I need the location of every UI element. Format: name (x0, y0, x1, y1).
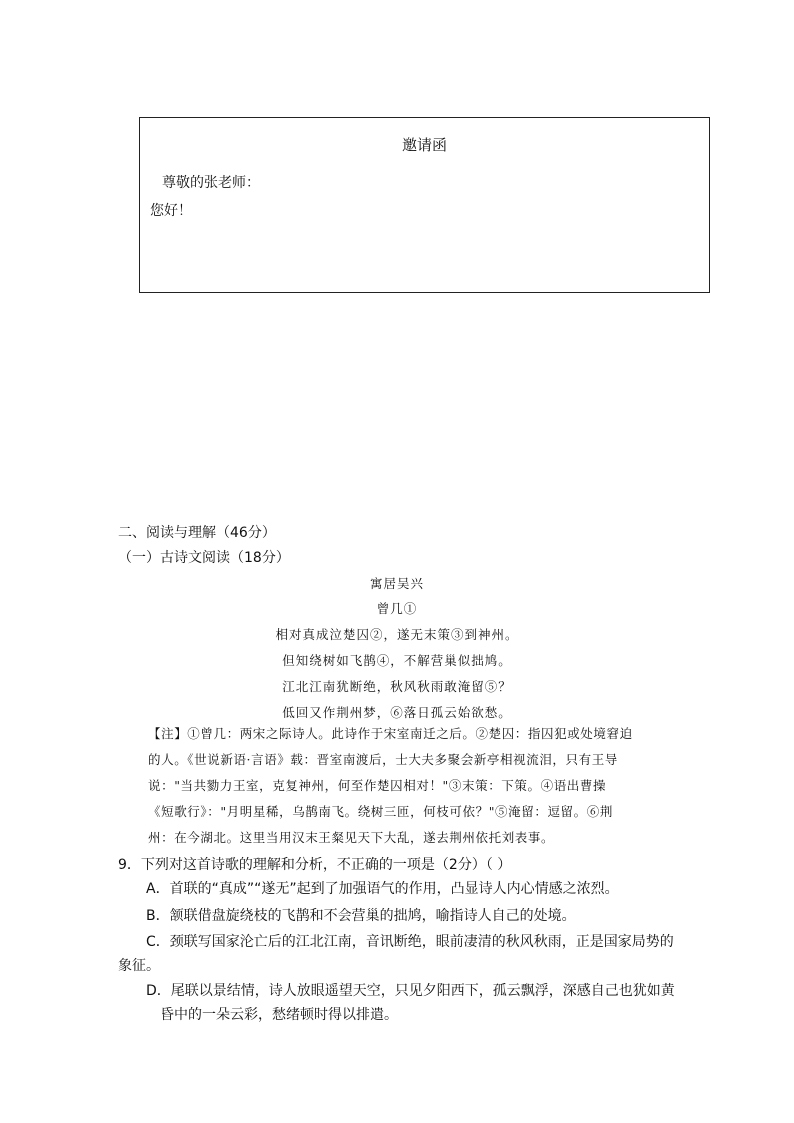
option-c-continued: 象征。 (118, 958, 160, 974)
invitation-box (139, 117, 710, 293)
note-line: 的人。《世说新语·言语》载：晋室南渡后，士大夫多聚会新亭相视流泪，只有王导 (148, 752, 618, 767)
section-subheading: （一）古诗文阅读（18分） (118, 550, 290, 566)
invitation-greeting: 您好！ (150, 203, 192, 219)
poem-title: 寓居吴兴 (369, 576, 424, 591)
poem-line: 相对真成泣楚囚②，遂无末策③到神州。 (275, 627, 519, 642)
note-line: 州：在今湖北。这里当用汉末王粲见天下大乱，遂去荆州依托刘表事。 (148, 830, 555, 845)
option-a: A．首联的“真成”“遂无”起到了加强语气的作用，凸显诗人内心情感之浓烈。 (146, 881, 619, 897)
section-heading: 二、阅读与理解（46分） (118, 525, 276, 541)
option-d: D．尾联以景结情，诗人放眼遥望天空，只见夕阳西下，孤云飘浮，深感自己也犹如黄 (146, 983, 675, 999)
note-line: 说："当共勠力王室，克复神州，何至作楚囚相对！"③末策：下策。④语出曹操 (148, 778, 607, 793)
question-stem: 9．下列对这首诗歌的理解和分析，不正确的一项是（2分）（ ） (118, 857, 512, 873)
poem-line: 但知绕树如飞鹊④，不解营巢似拙鸠。 (282, 653, 512, 668)
invitation-title: 邀请函 (401, 136, 447, 154)
option-c: C．颈联写国家沦亡后的江北江南，音讯断绝，眼前凄清的秋风秋雨，正是国家局势的 (146, 934, 674, 950)
option-b: B．颔联借盘旋绕枝的飞鹊和不会营巢的拙鸠，喻指诗人自己的处境。 (146, 908, 576, 924)
poem-author: 曾几① (376, 601, 418, 616)
poem-line: 江北江南犹断绝，秋风秋雨敢淹留⑤？ (282, 679, 512, 694)
note-line: 【注】①曾几：两宋之际诗人。此诗作于宋室南迁之后。②楚囚：指囚犯或处境窘迫 (148, 726, 633, 741)
poem-line: 低回又作荆州梦，⑥落日孤云始欲愁。 (282, 705, 512, 720)
invitation-salutation: 尊敬的张老师： (162, 175, 260, 191)
option-d-continued: 昏中的一朵云彩，愁绪顿时得以排遣。 (160, 1007, 398, 1023)
note-line: 《短歌行》："月明星稀，乌鹊南飞。绕树三匝，何枝可依？"⑤淹留：逗留。⑥荆 (148, 804, 613, 819)
